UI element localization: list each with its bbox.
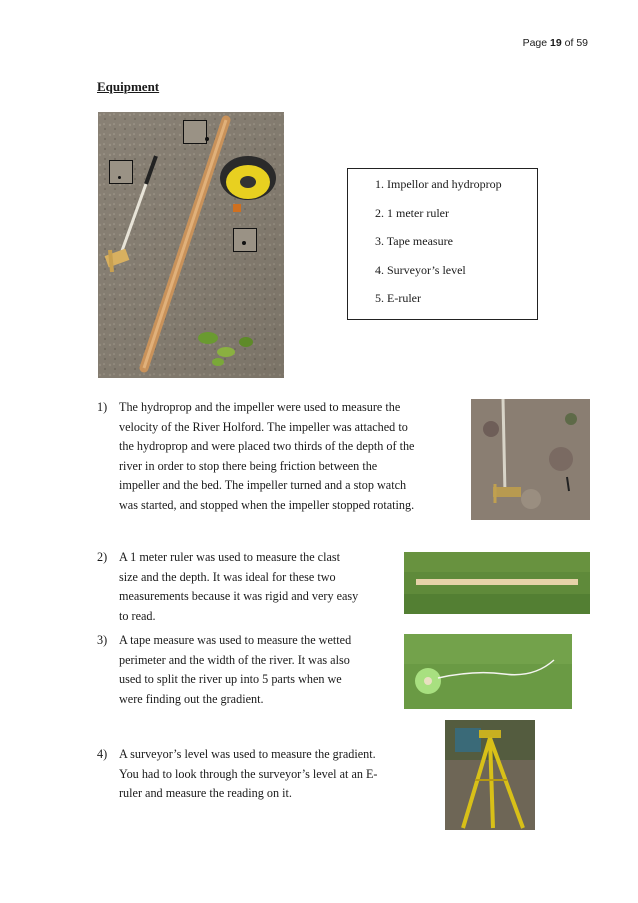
tape-measure-photo-drawing [404,634,572,709]
figure-marker-2 [183,120,207,144]
item-line: were finding out the gradient. [119,691,264,706]
legend-item: 1. Impellor and hydroprop [375,177,502,191]
item-line: river in order to stop there being friction between the [119,458,378,473]
legend-item: 4. Surveyor’s level [375,263,466,277]
equipment-legend-box [347,168,538,320]
equipment-item-2 [97,548,397,628]
item-line: measurements because it was rigid and very easy [119,589,359,603]
legend-item: 3. Tape measure [375,234,453,248]
item-line: used to split the river up into 5 parts when we [119,672,342,686]
equipment-photo [98,112,284,378]
equipment-item-1 [97,398,457,518]
item-line: perimeter and the width of the river. It was also [119,652,350,667]
item-number: 2) [97,550,108,564]
legend-item: 5. E-ruler [375,291,421,305]
item-number: 1) [97,400,108,414]
figure-marker-3 [233,228,257,252]
item-text [119,631,351,709]
figure-marker-1 [109,160,133,184]
item-number: 3) [97,633,108,647]
ruler-photo [404,552,590,614]
equipment-item-3 [97,631,397,711]
item-line: A surveyor’s level was used to measure the gradient. [119,747,376,761]
section-heading: Equipment [97,79,160,94]
item-line: impeller and the bed. The impeller turned and a stop watch [119,478,407,492]
item-text [119,745,378,804]
item-line: the hydroprop and were placed two thirds of the depth of the [119,439,415,453]
item-line: size and the depth. It was ideal for these two [119,569,336,584]
legend-item: 2. 1 meter ruler [375,206,449,220]
hydroprop-photo [471,399,590,520]
page-number: Page 19 of 59 [522,37,588,49]
item-line: The hydroprop and the impeller were used to measure the [119,400,401,414]
item-line: to read. [119,608,156,623]
item-text [119,398,414,515]
equipment-item-4 [97,745,437,805]
surveyor-level-photo [445,720,535,830]
item-text [119,548,358,626]
item-line: A tape measure was used to measure the wetted [119,633,352,647]
marker-dot-1 [118,176,121,179]
item-number: 4) [97,747,108,761]
marker-dot-3 [242,241,246,245]
surveyor-level-photo-drawing [445,720,535,830]
item-line: velocity of the River Holford. The impeller was attached to [119,419,408,434]
ruler-photo-drawing [404,552,590,614]
item-line: ruler and measure the reading on it. [119,786,292,800]
item-line: A 1 meter ruler was used to measure the clast [119,550,340,564]
hydroprop-photo-drawing [471,399,590,520]
item-line: was started, and stopped when the impeller stopped rotating. [119,497,415,512]
item-line: You had to look through the surveyor’s level at an E- [119,766,378,781]
marker-dot-2 [205,137,209,141]
tape-measure-photo [404,634,572,709]
